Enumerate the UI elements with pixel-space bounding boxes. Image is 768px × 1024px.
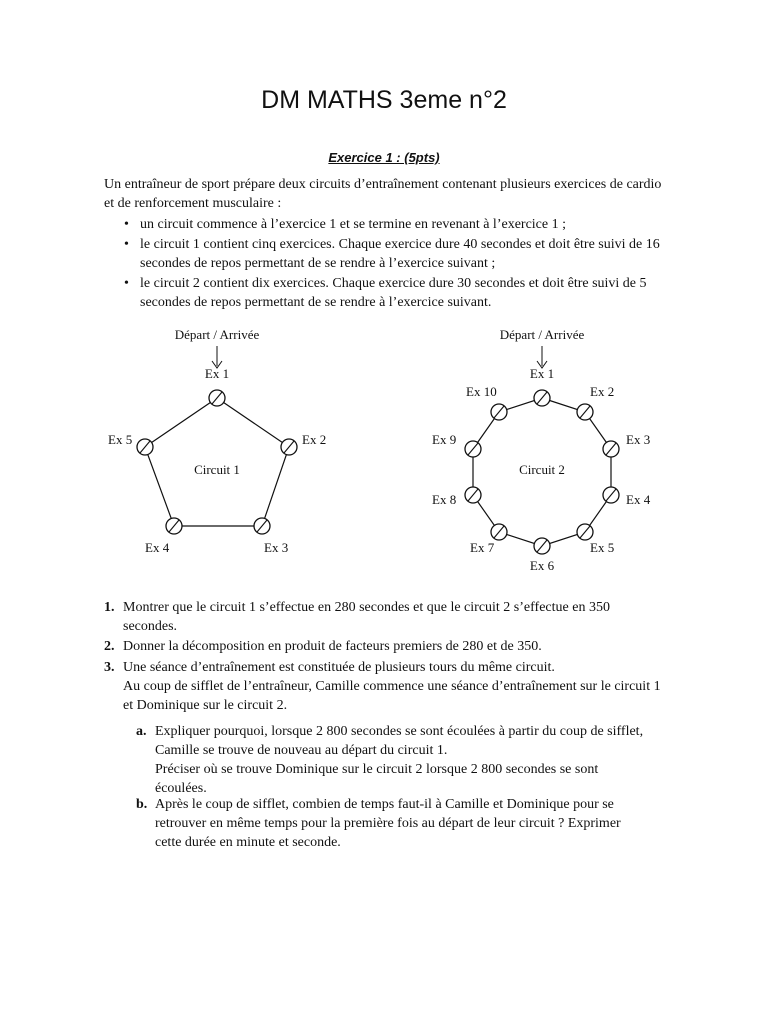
station-marker [254, 518, 270, 534]
station-marker [603, 441, 619, 457]
question-2-number: 2. [104, 639, 115, 654]
question-3-number: 3. [104, 660, 115, 675]
circuit-2-label-ex6: Ex 6 [529, 558, 555, 573]
question-1 [104, 598, 664, 636]
rules-list [104, 215, 664, 313]
rule-item-2: • le circuit 1 contient cinq exercices. Chaque exercice dure 40 secondes et doit être suivi de 16 secondes de repos permettant de se rendre à l’exercice suivant ; [104, 235, 664, 273]
circuit-1-label-ex4: Ex 4 [145, 540, 170, 555]
circuit-2-name: Circuit 2 [519, 462, 565, 477]
intro-paragraph: Un entraîneur de sport prépare deux circuits d’entraînement contenant plusieurs exercices de cardio et de renforcement musculaire : [104, 177, 662, 211]
rule-item-3: • le circuit 2 contient dix exercices. Chaque exercice dure 30 secondes et doit être suivi de 5 secondes de repos permettant de se rendre à l’exercice suivant. [104, 274, 664, 312]
question-3-text: Une séance d’entraînement est constituée de plusieurs tours du même circuit. [123, 660, 555, 675]
question-1-number: 1. [104, 600, 115, 615]
circuit-1-label-ex3: Ex 3 [264, 540, 289, 555]
circuit-2-label-ex1: Ex 1 [529, 366, 555, 381]
circuit-1-name: Circuit 1 [194, 462, 240, 477]
station-marker [465, 441, 481, 457]
station-marker [137, 439, 153, 455]
circuit-1-start-label: Départ / Arrivée [174, 327, 260, 342]
station-marker [209, 390, 225, 406]
question-2-text: Donner la décomposition en produit de facteurs premiers de 280 et de 350. [123, 639, 542, 654]
question-3a-letter: a. [136, 724, 147, 739]
station-marker [603, 487, 619, 503]
circuit-1-label-ex1: Ex 1 [204, 366, 230, 381]
question-2 [104, 637, 664, 656]
rule-item-1: • un circuit commence à l’exercice 1 et se termine en revenant à l’exercice 1 ; [104, 215, 664, 234]
question-3a-text: Expliquer pourquoi, lorsque 2 800 secondes se sont écoulées à partir du coup de sifflet, Camille se trouve de nouveau au départ du circuit 1. [155, 724, 644, 758]
circuit-1-diagram [108, 327, 326, 555]
question-3 [104, 658, 664, 715]
circuit-2-label-ex10: Ex 10 [466, 384, 497, 399]
circuit-2-label-ex9: Ex 9 [432, 432, 457, 447]
station-marker [166, 518, 182, 534]
document-title: DM MATHS 3eme n°2 [261, 86, 507, 114]
circuit-1-label-ex2: Ex 2 [302, 432, 327, 447]
circuit-2-label-ex8: Ex 8 [432, 492, 457, 507]
station-marker [534, 538, 550, 554]
station-marker [491, 404, 507, 420]
question-3b [136, 795, 646, 852]
question-3b-text: Après le coup de sifflet, combien de temps faut-il à Camille et Dominique pour se retrouver en même temps pour la première fois au départ de leur circuit ? Exprimer cette durée en minute et seconde. [155, 797, 621, 850]
circuit-2-label-ex4: Ex 4 [626, 492, 651, 507]
circuit-2-start-label: Départ / Arrivée [499, 327, 585, 342]
question-1-text: Montrer que le circuit 1 s’effectue en 280 secondes et que le circuit 2 s’effectue en 350 secondes. [123, 600, 610, 634]
station-marker [577, 404, 593, 420]
question-3-text-2: Au coup de sifflet de l’entraîneur, Camille commence une séance d’entraînement sur le circuit 1 et Dominique sur le circuit 2. [123, 679, 661, 713]
exercise-heading: Exercice 1 : (5pts) [328, 150, 440, 165]
circuit-2-label-ex2: Ex 2 [590, 384, 615, 399]
circuit-1-label-ex5: Ex 5 [108, 432, 133, 447]
circuit-2-label-ex7: Ex 7 [470, 540, 495, 555]
question-3b-letter: b. [136, 797, 148, 812]
question-3a-text-2: Préciser où se trouve Dominique sur le circuit 2 lorsque 2 800 secondes se sont écoulées. [155, 762, 599, 796]
station-marker [465, 487, 481, 503]
circuit-2-label-ex3: Ex 3 [626, 432, 651, 447]
circuit-2-label-ex5: Ex 5 [590, 540, 615, 555]
question-3a [136, 722, 646, 798]
station-marker [534, 390, 550, 406]
station-marker [577, 524, 593, 540]
station-marker [491, 524, 507, 540]
circuit-2-diagram [432, 327, 651, 573]
station-marker [281, 439, 297, 455]
circuits-figure [0, 322, 768, 582]
